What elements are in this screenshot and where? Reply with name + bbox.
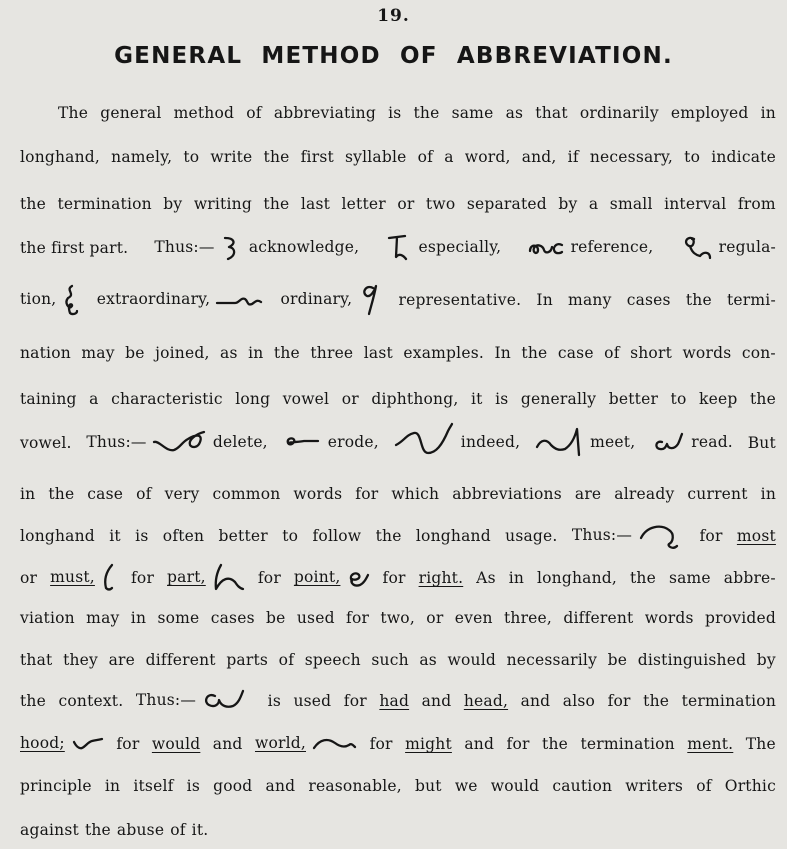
word: as — [220, 344, 238, 362]
word: write — [210, 148, 253, 166]
word: is — [135, 527, 149, 545]
shorthand-most-icon — [637, 520, 685, 552]
shorthand-ordinary-icon — [215, 289, 265, 311]
word: representative. — [398, 291, 522, 309]
word: for — [355, 485, 379, 503]
word: for — [607, 692, 631, 710]
word: taining — [20, 390, 77, 408]
word: small — [609, 195, 653, 213]
word: especially, — [418, 238, 502, 256]
word: might — [405, 735, 452, 753]
word: common — [212, 485, 281, 503]
word: better — [218, 527, 268, 545]
word: in — [508, 569, 525, 587]
word: termi- — [727, 291, 776, 309]
word: and, — [521, 148, 557, 166]
word: general — [100, 104, 162, 122]
word: abuse — [116, 821, 165, 839]
word: vowel. — [20, 434, 72, 452]
word: be — [266, 609, 286, 627]
word: against — [20, 821, 79, 839]
word: three, — [503, 609, 553, 627]
word: extraordinary, — [96, 290, 211, 308]
word: generally — [520, 390, 597, 408]
word: same — [668, 569, 711, 587]
word: right. — [418, 569, 464, 587]
word: are — [574, 485, 602, 503]
word: the — [375, 527, 402, 545]
word: itself — [133, 777, 174, 795]
shorthand-part-icon — [100, 562, 118, 594]
word: and — [421, 692, 452, 710]
word: most — [736, 527, 776, 545]
word: meet, — [590, 433, 636, 451]
word: often — [162, 527, 205, 545]
word: As — [476, 569, 496, 587]
word: vowel — [282, 390, 330, 408]
word: The — [58, 104, 89, 122]
word: regula- — [718, 238, 776, 256]
word: already — [614, 485, 675, 503]
word: separated — [466, 195, 547, 213]
text-line — [20, 142, 776, 172]
word: for — [369, 735, 393, 753]
word: in — [760, 104, 776, 122]
word: principle — [20, 777, 92, 795]
word: short — [630, 344, 673, 362]
word: two — [425, 195, 456, 213]
word: from — [737, 195, 776, 213]
word: also — [562, 692, 596, 710]
word: would — [151, 735, 201, 753]
word: for — [506, 735, 530, 753]
word: world, — [254, 734, 306, 752]
word: is — [186, 777, 200, 795]
word: for — [116, 735, 140, 753]
word: longhand — [415, 527, 491, 545]
text-line — [20, 233, 776, 263]
word: caution — [552, 777, 613, 795]
word: context. — [58, 692, 124, 710]
word: they — [63, 651, 99, 669]
word: But — [747, 434, 776, 452]
word: joined, — [155, 344, 210, 362]
word: and — [265, 777, 296, 795]
shorthand-right-icon — [346, 567, 370, 589]
word: the — [20, 692, 46, 710]
word: erode, — [327, 433, 379, 451]
word: three — [310, 344, 354, 362]
word: for — [343, 692, 367, 710]
word: employed — [670, 104, 749, 122]
word: of — [604, 344, 620, 362]
word: in — [130, 609, 147, 627]
word: in — [20, 485, 36, 503]
word: the — [643, 692, 670, 710]
text-line — [20, 428, 776, 458]
word: as — [505, 104, 524, 122]
word: in — [248, 344, 264, 362]
word: read. — [691, 433, 733, 451]
word: it. — [191, 821, 209, 839]
word: of — [417, 148, 434, 166]
word: the first part. — [20, 239, 129, 257]
word: by — [163, 195, 183, 213]
shorthand-representative-icon — [357, 280, 383, 320]
shorthand-might-ment-icon — [311, 733, 357, 755]
word: necessarily — [506, 651, 598, 669]
word: con- — [741, 344, 776, 362]
word: tion, — [20, 290, 57, 308]
word: used — [296, 609, 335, 627]
word: reasonable, — [308, 777, 402, 795]
word: for — [382, 569, 406, 587]
word: may — [86, 609, 120, 627]
word: a — [444, 148, 454, 166]
word: the — [263, 148, 290, 166]
word: method — [173, 104, 235, 122]
shorthand-delete-icon — [152, 430, 208, 456]
word: first — [300, 148, 334, 166]
word: for — [257, 569, 281, 587]
word: longhand, — [20, 148, 101, 166]
text-line — [20, 686, 776, 716]
word: or — [20, 569, 38, 587]
word: viation — [20, 609, 75, 627]
page-number: 19. — [377, 6, 410, 26]
word: reference, — [570, 238, 654, 256]
word: cases — [626, 291, 671, 309]
word: current — [687, 485, 748, 503]
word: part, — [167, 568, 206, 586]
text-line — [20, 521, 776, 551]
word: are — [108, 651, 136, 669]
shorthand-meet-icon — [535, 425, 585, 461]
word: used — [293, 692, 332, 710]
word: which — [391, 485, 440, 503]
word: the — [685, 291, 712, 309]
word: indicate — [711, 148, 776, 166]
word: would — [490, 777, 540, 795]
word: such — [371, 651, 409, 669]
text-line — [20, 603, 776, 633]
word: by — [756, 651, 776, 669]
word: the — [263, 195, 290, 213]
word: to — [183, 148, 200, 166]
word: longhand — [20, 527, 95, 545]
word: provided — [705, 609, 776, 627]
shorthand-extraordinary-icon — [62, 283, 82, 317]
word: must, — [50, 568, 95, 586]
word: namely, — [111, 148, 173, 166]
word: Thus:— — [154, 238, 215, 256]
word: indeed, — [460, 433, 521, 451]
word: of — [278, 651, 295, 669]
word: would — [447, 651, 497, 669]
shorthand-had-head-icon — [201, 686, 255, 716]
word: a — [89, 390, 99, 408]
word: and — [520, 692, 551, 710]
shorthand-reference-icon — [527, 238, 565, 258]
word: ment. — [687, 735, 734, 753]
word: interval — [664, 195, 727, 213]
word: last — [300, 195, 331, 213]
word: ordinarily — [579, 104, 659, 122]
page-title: GENERAL METHOD OF ABBREVIATION. — [114, 43, 673, 69]
word: the — [521, 344, 548, 362]
word: but — [414, 777, 442, 795]
word: hood; — [20, 734, 65, 752]
word: termination — [580, 735, 675, 753]
word: head, — [463, 692, 509, 710]
word: Orthic — [724, 777, 776, 795]
word: longhand, — [536, 569, 618, 587]
text-line — [20, 285, 776, 315]
word: be — [607, 651, 628, 669]
word: by — [558, 195, 578, 213]
word: be — [125, 344, 145, 362]
shorthand-acknowledge-icon — [220, 234, 244, 262]
shorthand-erode-icon — [283, 433, 323, 453]
text-line — [20, 189, 776, 219]
word: better — [608, 390, 659, 408]
word: it — [109, 527, 121, 545]
word: the — [48, 485, 75, 503]
word: that — [535, 104, 568, 122]
word: is — [388, 104, 402, 122]
word: nation — [20, 344, 71, 362]
word: words — [293, 485, 343, 503]
word: and — [212, 735, 243, 753]
word: if — [567, 148, 579, 166]
word: distinguished — [637, 651, 747, 669]
word: as — [419, 651, 437, 669]
word: words — [682, 344, 732, 362]
word: the — [749, 390, 776, 408]
word: good — [213, 777, 253, 795]
word: point, — [293, 568, 341, 586]
word: in — [104, 777, 121, 795]
word: The — [745, 735, 776, 753]
word: case — [87, 485, 124, 503]
word: the — [20, 195, 46, 213]
word: different — [563, 609, 634, 627]
text-line — [58, 98, 776, 128]
shorthand-especially-icon — [385, 233, 413, 263]
word: the — [542, 735, 569, 753]
word: is — [495, 390, 509, 408]
word: ordinary, — [280, 290, 353, 308]
word: even — [454, 609, 493, 627]
word: abbreviations — [452, 485, 562, 503]
word: or — [397, 195, 415, 213]
word: word, — [464, 148, 511, 166]
word: some — [157, 609, 200, 627]
word: and — [464, 735, 495, 753]
word: necessary, — [589, 148, 674, 166]
word: abbre- — [723, 569, 776, 587]
word: to — [670, 390, 687, 408]
word: case — [557, 344, 594, 362]
word: termination — [57, 195, 152, 213]
word: keep — [699, 390, 738, 408]
word: parts — [226, 651, 269, 669]
word: may — [81, 344, 115, 362]
word: of — [246, 104, 262, 122]
word: to — [282, 527, 299, 545]
word: or — [341, 390, 359, 408]
word: speech — [304, 651, 361, 669]
word: the — [413, 104, 440, 122]
text-line — [20, 645, 776, 675]
word: examples. — [403, 344, 484, 362]
word: of — [136, 485, 152, 503]
text-line — [20, 815, 776, 845]
word: very — [164, 485, 200, 503]
word: or — [426, 609, 444, 627]
word: writing — [193, 195, 252, 213]
word: a — [588, 195, 599, 213]
text-line — [20, 338, 776, 368]
word: follow — [312, 527, 362, 545]
word: had — [379, 692, 410, 710]
text-line — [20, 771, 776, 801]
word: usage. — [505, 527, 558, 545]
word: for — [699, 527, 723, 545]
word: Thus:— — [135, 691, 197, 709]
word: Thus:— — [86, 433, 147, 451]
word: abbreviating — [273, 104, 376, 122]
word: acknowledge, — [248, 238, 360, 256]
shorthand-read-icon — [650, 430, 686, 456]
word: the — [84, 821, 111, 839]
text-line — [20, 729, 776, 759]
word: different — [145, 651, 216, 669]
word: delete, — [212, 433, 268, 451]
word: for — [346, 609, 370, 627]
shorthand-would-world-icon — [70, 734, 104, 754]
word: cases — [210, 609, 255, 627]
word: two, — [380, 609, 415, 627]
word: long — [235, 390, 271, 408]
word: last — [363, 344, 393, 362]
word: same — [451, 104, 494, 122]
word: characteristic — [111, 390, 223, 408]
text-line — [20, 479, 776, 509]
word: many — [568, 291, 612, 309]
word: the — [273, 344, 300, 362]
word: syllable — [345, 148, 407, 166]
word: letter — [341, 195, 386, 213]
word: of — [170, 821, 186, 839]
word: the — [630, 569, 656, 587]
text-line — [20, 384, 776, 414]
word: to — [684, 148, 701, 166]
word: for — [131, 569, 155, 587]
word: termination — [681, 692, 776, 710]
word: in — [760, 485, 776, 503]
word: writers — [625, 777, 684, 795]
shorthand-indeed-icon — [394, 421, 456, 465]
word: that — [20, 651, 53, 669]
shorthand-regulation-icon — [680, 233, 714, 263]
word: it — [470, 390, 483, 408]
text-line — [20, 563, 776, 593]
word: Thus:— — [571, 526, 633, 544]
word: In — [494, 344, 511, 362]
word: of — [696, 777, 712, 795]
word: diphthong, — [371, 390, 459, 408]
word: words — [644, 609, 694, 627]
word: is — [267, 692, 281, 710]
word: we — [454, 777, 478, 795]
shorthand-point-icon — [211, 562, 245, 594]
word: In — [536, 291, 553, 309]
